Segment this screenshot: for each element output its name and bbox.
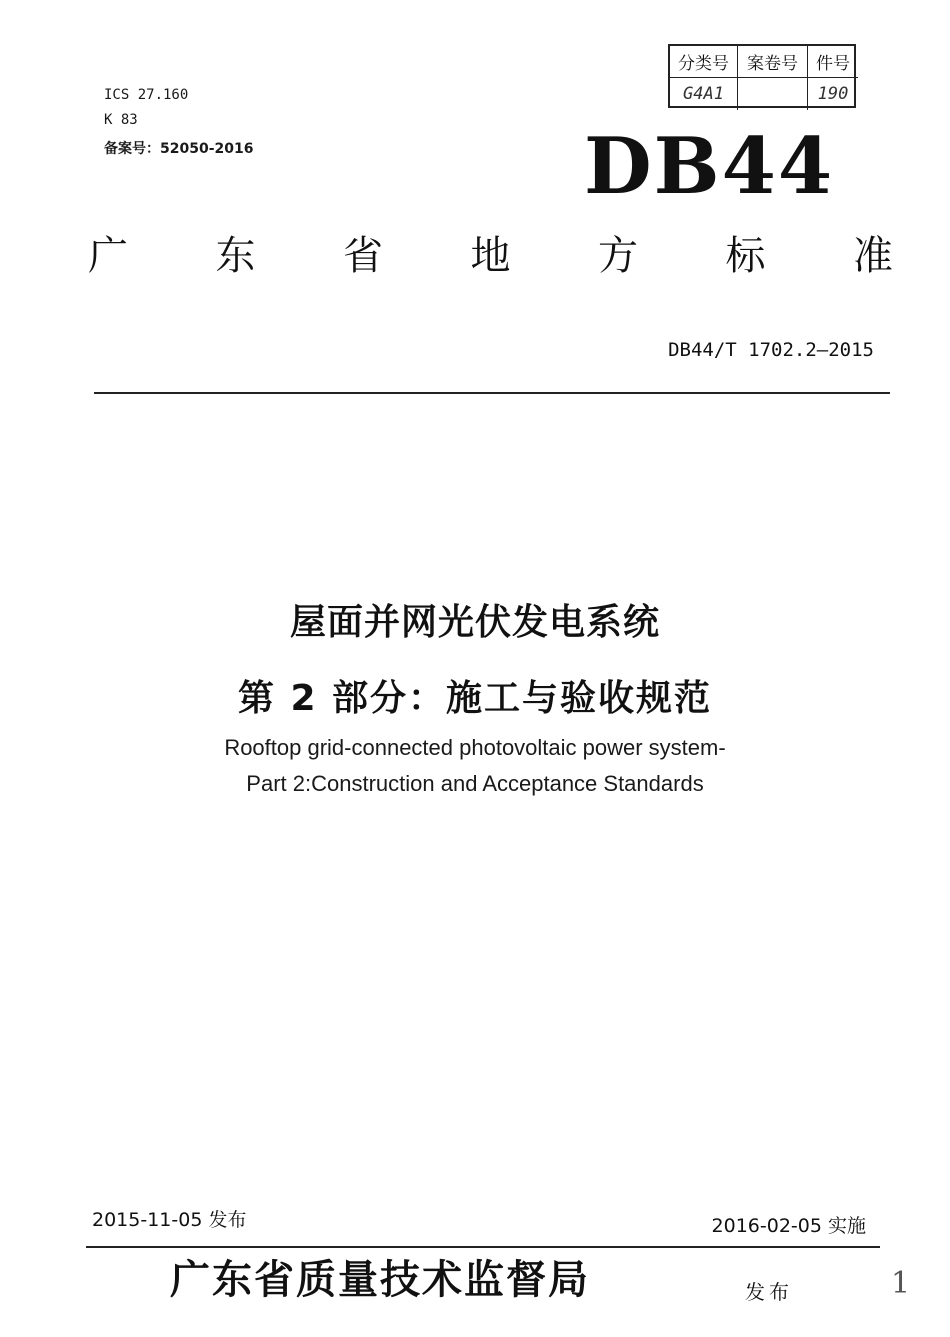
stamp-value-item: 190 bbox=[817, 84, 849, 104]
category-char: 广 bbox=[88, 233, 128, 279]
standard-code-mark: DB44 bbox=[584, 121, 835, 212]
stamp-header-file: 案卷号 bbox=[738, 46, 808, 78]
stamp-value-file bbox=[738, 78, 808, 110]
category-char: 方 bbox=[598, 233, 638, 279]
classification-code: K 83 bbox=[104, 112, 138, 128]
category-char: 东 bbox=[215, 233, 256, 279]
standard-category bbox=[88, 233, 893, 279]
bottom-divider bbox=[86, 1246, 880, 1248]
issuing-authority: 广东省质量技术监督局 bbox=[170, 1256, 590, 1303]
stamp-header-category: 分类号 bbox=[670, 46, 738, 78]
page-number: 1 bbox=[891, 1266, 911, 1301]
category-char: 标 bbox=[725, 233, 766, 279]
category-char: 省 bbox=[343, 233, 383, 279]
title-chinese-line2: 第 2 部分：施工与验收规范 bbox=[237, 678, 713, 719]
issue-label: 发布 bbox=[745, 1280, 793, 1304]
archive-stamp bbox=[668, 44, 856, 108]
filing-number: 52050-2016 bbox=[160, 141, 254, 157]
filing-label: 备案号： bbox=[104, 141, 160, 157]
filing-record bbox=[104, 138, 253, 158]
effective-date: 2016-02-05 实施 bbox=[711, 1215, 866, 1237]
top-divider bbox=[94, 392, 890, 394]
stamp-value-category: G4A1 bbox=[670, 78, 738, 110]
issue-date: 2015-11-05 发布 bbox=[92, 1209, 247, 1231]
category-char: 地 bbox=[470, 233, 511, 279]
ics-code: ICS 27.160 bbox=[104, 87, 189, 103]
title-english-line2: Part 2:Construction and Acceptance Standards bbox=[246, 771, 704, 796]
standard-number: DB44/T 1702.2—2015 bbox=[668, 339, 874, 361]
title-chinese-line1: 屋面并网光伏发电系统 bbox=[289, 602, 660, 643]
title-english-line1: Rooftop grid-connected photovoltaic power system- bbox=[224, 735, 726, 760]
stamp-header-item: 件号 bbox=[808, 46, 858, 78]
category-char: 准 bbox=[853, 233, 893, 279]
